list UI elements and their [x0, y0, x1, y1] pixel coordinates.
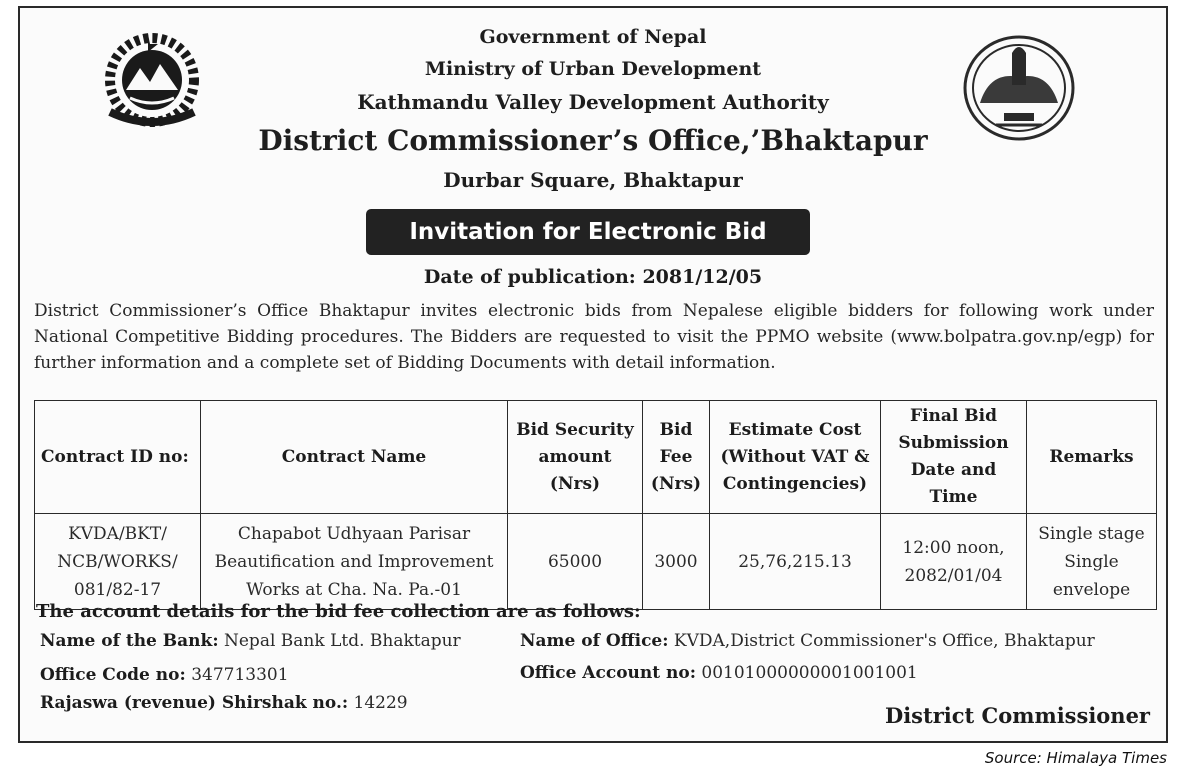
account-rajaswa: [40, 693, 408, 713]
cell-remarks: Single stage Single envelope: [1027, 514, 1157, 610]
account-number: [520, 663, 918, 683]
account-office-code-value: 347713301: [191, 665, 289, 685]
account-bank-value: Nepal Bank Ltd. Bhaktapur: [224, 631, 461, 651]
table-row: [35, 514, 1157, 610]
cell-bid-fee: 3000: [643, 514, 710, 610]
header-authority: Kathmandu Valley Development Authority: [357, 90, 829, 114]
header-government: Government of Nepal: [479, 26, 707, 48]
account-office-name-value: KVDA,District Commissioner's Office, Bhaktapur: [673, 631, 1095, 651]
account-number-value: 00101000000001001001: [701, 663, 918, 683]
cell-estimate-cost: 25,76,215.13: [710, 514, 881, 610]
intro-paragraph: District Commissioner’s Office Bhaktapur invites electronic bids from Nepalese eligible bidders for following work under National Competitive Bidding procedures. The Bidders are requested to visit the PPMO website (www.bolpatra.gov.np/egp) for further information and a complete set of Bidding Documents with detail information.: [34, 301, 1154, 373]
col-header-contract-name: Contract Name: [201, 401, 508, 514]
header-address: Durbar Square, Bhaktapur: [443, 168, 743, 192]
header-ministry: Ministry of Urban Development: [424, 58, 762, 80]
account-bank-label: Name of the Bank:: [40, 631, 219, 651]
notice-title-banner: Invitation for Electronic Bid: [366, 209, 810, 255]
account-office-code-label: Office Code no:: [40, 665, 186, 685]
col-header-bid-security: Bid Security amount (Nrs): [508, 401, 643, 514]
account-office-code: [40, 665, 289, 685]
cell-contract-id: KVDA/BKT/ NCB/WORKS/ 081/82-17: [35, 514, 201, 610]
account-bank: [40, 631, 461, 651]
publication-date-value: 2081/12/05: [642, 266, 763, 288]
source-credit: Source: Himalaya Times: [984, 749, 1167, 767]
account-office-name: [520, 631, 1095, 651]
publication-date-label: Date of publication:: [423, 266, 636, 288]
publication-date: [20, 266, 1166, 288]
notice-frame: [18, 6, 1168, 743]
account-heading: The account details for the bid fee collection are as follows:: [36, 601, 641, 622]
cell-contract-name: Chapabot Udhyaan Parisar Beautification and Improvement Works at Cha. Na. Pa.-01: [201, 514, 508, 610]
account-office-name-label: Name of Office:: [520, 631, 669, 651]
account-rajaswa-value: 14229: [353, 693, 408, 713]
cell-submission: 12:00 noon, 2082/01/04: [881, 514, 1027, 610]
col-header-remarks: Remarks: [1027, 401, 1157, 514]
header-office: District Commissioner’s Office,’Bhaktapur: [258, 124, 928, 157]
col-header-estimate-cost: Estimate Cost (Without VAT & Contingencies): [710, 401, 881, 514]
account-number-label: Office Account no:: [520, 663, 697, 683]
table-header-row: [35, 401, 1157, 514]
col-header-contract-id: Contract ID no:: [35, 401, 201, 514]
bid-table: [34, 400, 1157, 610]
cell-bid-security: 65000: [508, 514, 643, 610]
signature-title: District Commissioner: [884, 703, 1150, 728]
account-rajaswa-label: Rajaswa (revenue) Shirshak no.:: [40, 693, 349, 713]
col-header-bid-fee: Bid Fee (Nrs): [643, 401, 710, 514]
col-header-submission: Final Bid Submission Date and Time: [881, 401, 1027, 514]
